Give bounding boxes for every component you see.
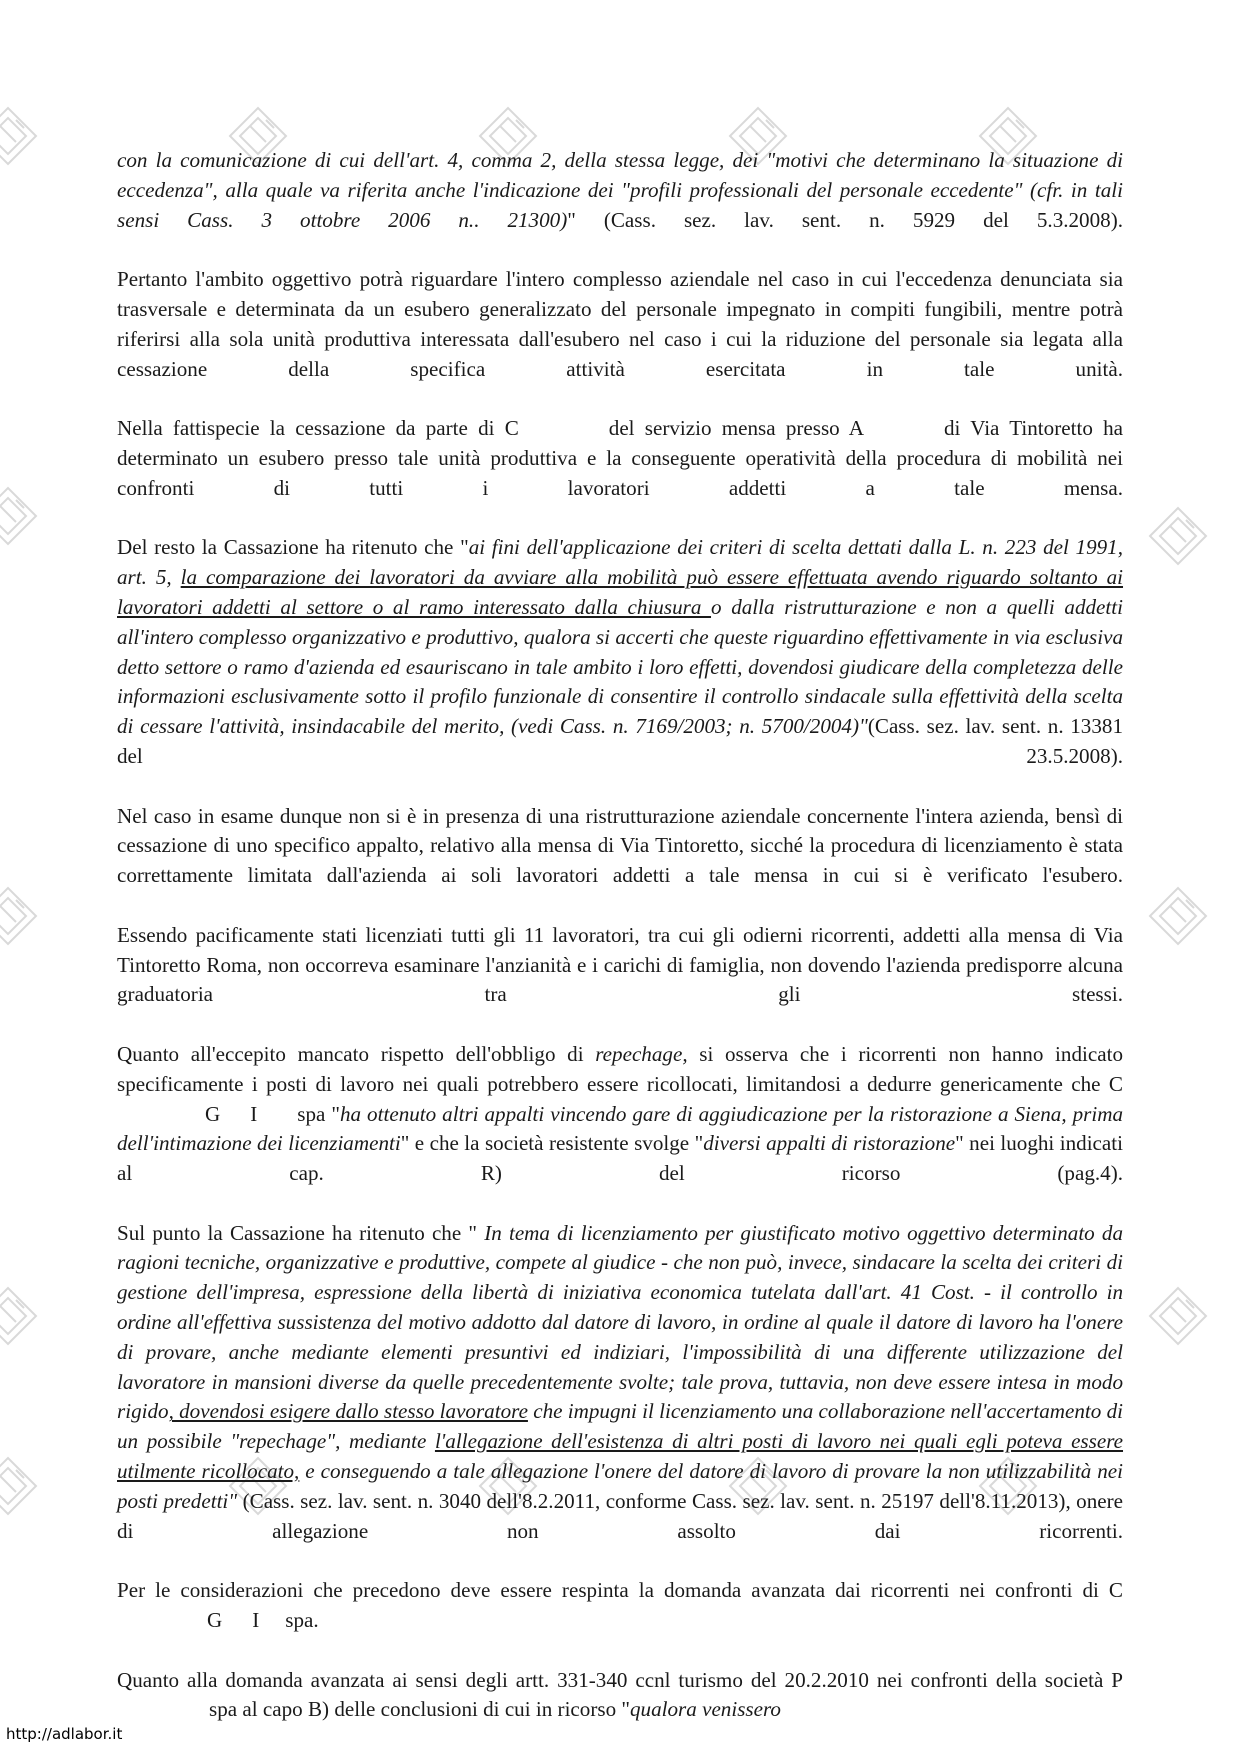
text-run: Sul punto la Cassazione ha ritenuto che " — [117, 1220, 485, 1245]
text-run: " (Cass. sez. lav. sent. n. 5929 del 5.3.2008). — [567, 207, 1123, 232]
certified-copy-stamp-icon — [0, 1260, 56, 1356]
text-run: (Cass. sez. lav. sent. n. 3040 dell'8.2.2011, conforme Cass. sez. lav. sent. n. 25197 dell'8.11.2013), onere di allegazione non assolto dai ricorrenti. — [117, 1488, 1123, 1543]
text-run: o dalla ristrutturazione e non a quelli addetti all'intero complesso organizzativo e produttivo, qualora si accerti che queste riguardino effettivamente in via esclusiva detto settore o ramo d'azienda ed esauriscano in tale ambito i loro effetti, dovendosi giudicare della completezza delle informazioni esclusivamente sotto il profilo funzionale di consentire il controllo sindacale sulla effettività della scelta di cessare l'attività, insindacabile del merito, (vedi Cass. n. 7169/2003; n. 5700/2004)" — [117, 594, 1123, 739]
certified-copy-stamp-icon — [0, 460, 56, 556]
text-run: Del resto la Cassazione ha ritenuto che " — [117, 535, 469, 560]
text-run: In tema di licenziamento per giustificato motivo oggettivo determinato da ragioni tecniche, organizzative e produttive, compete al giudice - che non può, invece, sindacare la scelta dei criteri di gestione dell'impresa, espressione della libertà di iniziativa economica tutelata dall'art. 41 Cost. - il controllo in ordine all'effettiva sussistenza del motivo addotto dal datore di lavoro, in ordine al quale il datore di lavoro ha l'onere di provare, anche mediante elementi presuntivi ed indiziari, l'impossibilità di una differente utilizzazione del lavoratore in mansioni diverse da quelle precedentemente svolte; tale prova, tuttavia, non deve essere intesa in modo rigido — [117, 1220, 1124, 1424]
text-run: Per le considerazioni che precedono deve essere respinta la domanda avanzata dai ricorrenti nei confronti di C — [117, 1578, 1123, 1603]
certified-copy-stamp-icon — [1130, 480, 1226, 576]
paragraph-p2 — [117, 265, 1123, 414]
text-run: di Via Tintoretto ha determinato un esubero presso tale unità produttiva e la conseguente operatività della procedura di mobilità nei confronti di tutti i lavoratori addetti a tale mensa. — [117, 416, 1123, 500]
certified-copy-stamp-icon — [1130, 860, 1226, 956]
text-run: e conseguendo a tale allegazione l'onere del datore di lavoro di provare la non utilizzabilità nei posti predetti" — [117, 1459, 1124, 1513]
text-run: diversi appalti di ristorazione — [703, 1131, 956, 1156]
text-run: , dovendosi esigere dallo stesso lavoratore — [168, 1399, 528, 1424]
text-run: ai fini dell'applicazione dei criteri di scelta dettati dalla L. n. 223 del 1991, art. 5, — [117, 535, 1124, 590]
text-run: Quanto alla domanda avanzata ai sensi degli artt. 331-340 ccnl turismo del 20.2.2010 nei confronti della società P — [117, 1667, 1123, 1692]
text-run: la comparazione dei lavoratori da avviare alla mobilità può essere effettuata avendo riguardo soltanto ai lavoratori addetti al settore o al ramo interessato dalla chiusura — [117, 565, 1124, 619]
text-run: " e che la società resistente svolge " — [400, 1131, 704, 1156]
text-run: qualora venissero — [630, 1697, 781, 1722]
document-page — [117, 146, 1123, 1725]
paragraph-p7 — [117, 1040, 1123, 1219]
text-run: (Cass. sez. lav. sent. n. 13381 del 23.5.2008). — [117, 714, 1123, 768]
text-run: I — [250, 1101, 258, 1126]
paragraph-p5 — [117, 802, 1123, 921]
text-run: Nel caso in esame dunque non si è in presenza di una ristrutturazione aziendale concernente l'intera azienda, bensì di cessazione di uno specifico appalto, relativo alla mensa di Via Tintoretto, sicché la procedura di licenziamento è stata correttamente limitata dall'azienda ai soli lavoratori addetti a tale mensa in cui si è verificato l'esubero. — [117, 803, 1123, 888]
text-run: Quanto all'eccepito mancato rispetto dell'obbligo di — [117, 1041, 596, 1066]
paragraph-p4 — [117, 533, 1123, 801]
paragraph-p3 — [117, 414, 1123, 533]
paragraph-p6 — [117, 921, 1123, 1040]
text-run: spa. — [285, 1608, 319, 1633]
text-run: repechage, — [595, 1041, 688, 1066]
certified-copy-stamp-icon — [0, 1430, 56, 1526]
certified-copy-stamp-icon — [0, 860, 56, 956]
text-run: si osserva che i ricorrenti non hanno indicato specificamente i posti di lavoro nei quali potrebbero essere ricollocati, limitandosi a dedurre genericamente che C — [117, 1041, 1123, 1096]
paragraph-p1 — [117, 146, 1123, 265]
paragraph-p8 — [117, 1219, 1123, 1577]
text-run: " nei luoghi indicati al cap. R) del ricorso (pag.4). — [117, 1131, 1123, 1186]
certified-copy-stamp-icon — [0, 80, 56, 176]
text-run: Essendo pacificamente stati licenziati tutti gli 11 lavoratori, tra cui gli odierni ricorrenti, addetti alla mensa di Via Tintoretto Roma, non occorreva esaminare l'anzianità e i carichi di famiglia, non dovendo l'azienda predisporre alcuna graduatoria tra gli stessi. — [117, 922, 1123, 1007]
text-run: del servizio mensa presso A — [608, 416, 864, 441]
text-run: l'allegazione dell'esistenza di altri posti di lavoro nei quali egli poteva essere utilmente ricollocato, — [117, 1429, 1124, 1484]
text-run: G — [205, 1101, 221, 1126]
text-run: ha ottenuto altri appalti vincendo gare di aggiudicazione per la ristorazione a Siena, prima dell'intimazione dei licenziamenti — [117, 1101, 1123, 1156]
text-run: con la comunicazione di cui dell'art. 4, comma 2, della stessa legge, dei "motivi che determinano la situazione di eccedenza", alla quale va riferita anche l'indicazione dei "profili professionali del personale eccedente" (cfr. in tali sensi Cass. 3 ottobre 2006 n.. 21300) — [117, 148, 1123, 232]
paragraph-p10 — [117, 1666, 1123, 1726]
text-run: Pertanto l'ambito oggettivo potrà riguardare l'intero complesso aziendale nel caso in cui l'eccedenza denunciata sia trasversale e determinata da un esubero generalizzato del personale impegnato in compiti fungibili, mentre potrà riferirsi alla sola unità produttiva interessata dall'esubero nel caso i cui la riduzione del personale sia legata alla cessazione della specifica attività esercitata in tale unità. — [117, 267, 1123, 381]
certified-copy-stamp-icon — [1130, 1260, 1226, 1356]
text-run: G — [207, 1608, 223, 1633]
text-run: che impugni il licenziamento una collaborazione nell'accertamento di un possibile "repechage", mediante — [117, 1399, 1123, 1454]
text-run: Nella fattispecie la cessazione da parte di C — [117, 416, 519, 441]
text-run: I — [252, 1608, 260, 1633]
source-url[interactable]: http://adlabor.it — [6, 1725, 123, 1743]
paragraph-p9 — [117, 1576, 1123, 1665]
text-run: spa al capo B) delle conclusioni di cui in ricorso " — [209, 1697, 630, 1722]
text-run: spa " — [297, 1101, 340, 1126]
